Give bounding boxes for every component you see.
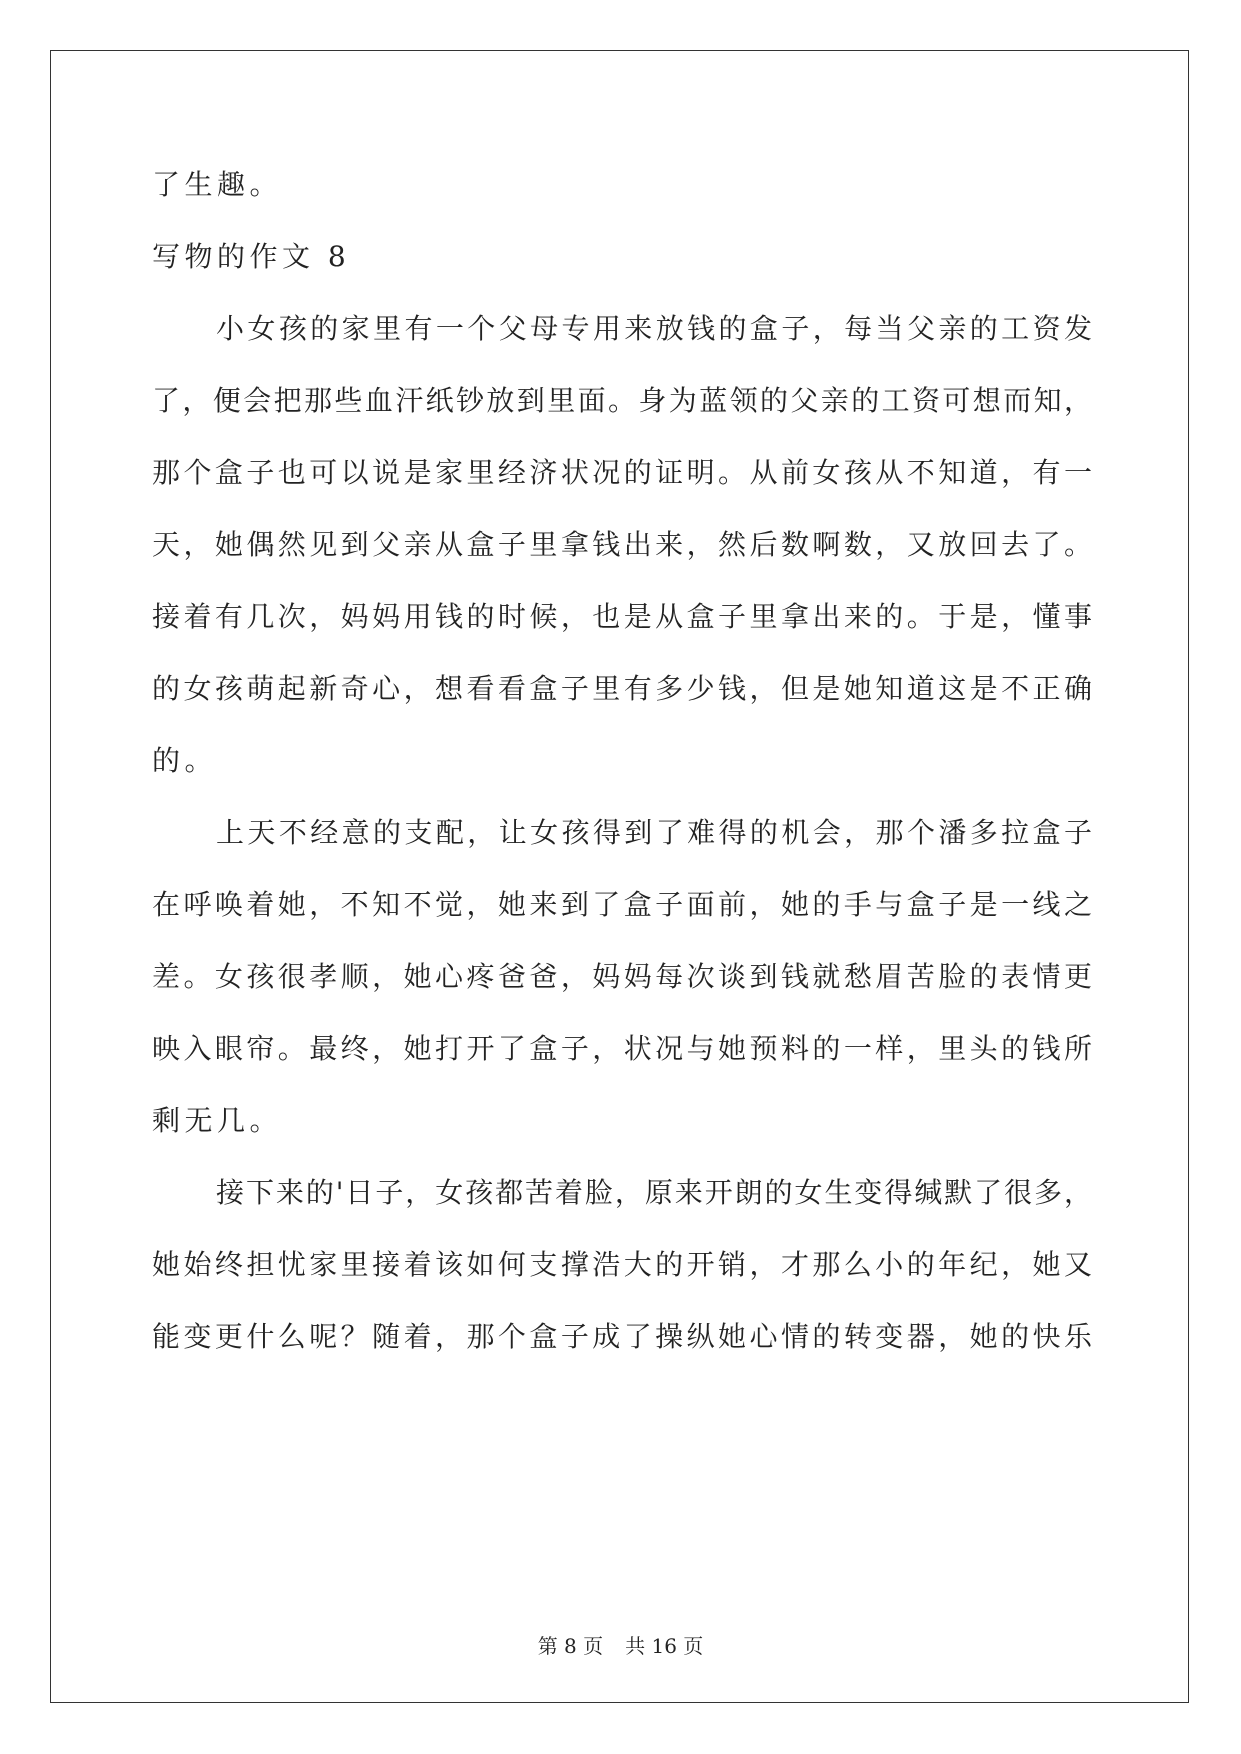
page-footer [0,1630,1241,1659]
text-line: 剩无几。 [152,1104,283,1137]
page-total: 共 16 页 [625,1634,704,1658]
text-line: 天，她偶然见到父亲从盒子里拿钱出来，然后数啊数，又放回去了。 [152,528,1092,561]
section-heading: 写物的作文 8 [152,240,351,273]
page-frame [50,50,1189,1703]
page-number: 第 8 页 [537,1634,604,1658]
text-line: 能变更什么呢？随着，那个盒子成了操纵她心情的转变器，她的快乐 [152,1320,1092,1353]
text-line: 小女孩的家里有一个父母专用来放钱的盒子，每当父亲的工资发 [216,312,1092,345]
text-line: 在呼唤着她，不知不觉，她来到了盒子面前，她的手与盒子是一线之 [152,888,1092,921]
text-line: 了生趣。 [152,168,283,201]
text-line: 的。 [152,744,218,777]
text-line: 了，便会把那些血汗纸钞放到里面。身为蓝领的父亲的工资可想而知， [152,384,1092,417]
text-line: 的女孩萌起新奇心，想看看盒子里有多少钱，但是她知道这是不正确 [152,672,1092,705]
text-line: 接着有几次，妈妈用钱的时候，也是从盒子里拿出来的。于是，懂事 [152,600,1092,633]
text-line: 那个盒子也可以说是家里经济状况的证明。从前女孩从不知道，有一 [152,456,1092,489]
text-line: 映入眼帘。最终，她打开了盒子，状况与她预料的一样，里头的钱所 [152,1032,1092,1065]
text-line: 差。女孩很孝顺，她心疼爸爸，妈妈每次谈到钱就愁眉苦脸的表情更 [152,960,1092,993]
text-line: 接下来的'日子，女孩都苦着脸，原来开朗的女生变得缄默了很多， [216,1176,1092,1209]
text-line: 她始终担忧家里接着该如何支撑浩大的开销，才那么小的年纪，她又 [152,1248,1092,1281]
text-line: 上天不经意的支配，让女孩得到了难得的机会，那个潘多拉盒子 [216,816,1092,849]
